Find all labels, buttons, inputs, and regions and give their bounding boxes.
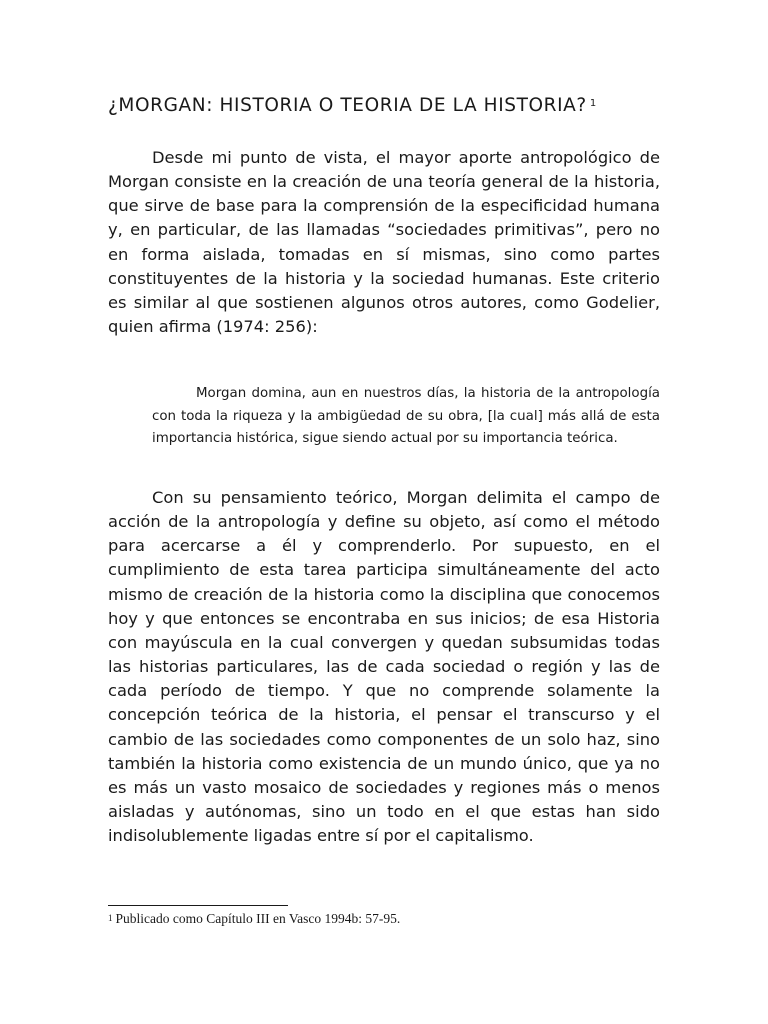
- page-title: [108, 94, 668, 118]
- body-paragraph-2: Con su pensamiento teórico, Morgan delimita el campo de acción de la antropología y define su objeto, así como el método para acercarse a él y comprenderlo. Por supuesto, en el cumplimiento de esta tarea participa simultáneamente del acto mismo de creación de la historia como la disciplina que conocemos hoy y que entonces se encontraba en sus inicios; de esa Historia con mayúscula en la cual convergen y quedan subsumidas todas las historias particulares, las de cada sociedad o región y las de cada período de tiempo. Y que no comprende solamente la concepción teórica de la historia, el pensar el transcurso y el cambio de las sociedades como componentes de un solo haz, sino también la historia como existencia de un mundo único, que ya no es más un vasto mosaico de sociedades y regiones más o menos aisladas y autónomas, sino un todo en el que estas han sido indisolublemente ligadas entre sí por el capitalismo.: [108, 488, 660, 846]
- block-quote: Morgan domina, aun en nuestros días, la historia de la antropología con toda la riqueza y la ambigüedad de su obra, [la cual] más allá de esta importancia histórica, sigue siendo actual por su importancia teórica.: [152, 386, 660, 446]
- footnote-mark: 1: [108, 913, 113, 923]
- footnote-divider: [108, 905, 288, 906]
- footnote: [108, 910, 400, 928]
- footnote-text: Publicado como Capítulo III en Vasco 1994b: 57-95.: [115, 911, 401, 926]
- title-text: ¿MORGAN: HISTORIA O TEORIA DE LA HISTORIA?: [108, 95, 587, 116]
- body-paragraph-1: Desde mi punto de vista, el mayor aporte antropológico de Morgan consiste en la creación de una teoría general de la historia, que sirve de base para la comprensión de la especificidad humana y, en particular, de las llamadas “sociedades primitivas”, pero no en forma aislada, tomadas en sí mismas, sino como partes constituyentes de la historia y la sociedad humanas. Este criterio es similar al que sostienen algunos otros autores, como Godelier, quien afirma (1974: 256):: [108, 148, 660, 337]
- title-footnote-mark[interactable]: 1: [589, 98, 597, 109]
